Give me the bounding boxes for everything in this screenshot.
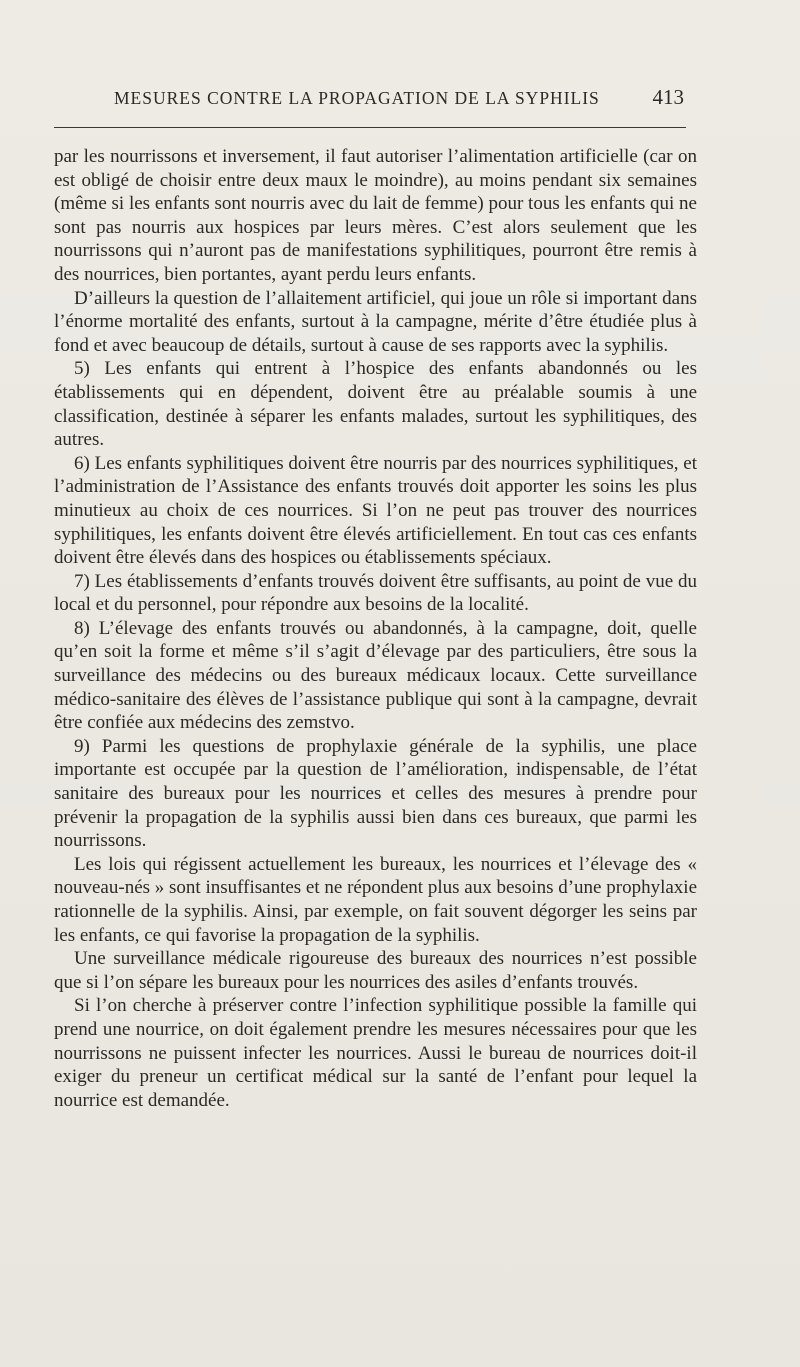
page-number: 413 (652, 85, 684, 109)
paragraph-item-7: 7) Les établissements d’enfants trouvés doivent être suffisants, au point de vue du local et du personnel, pour répondre aux besoins de la localité. (54, 570, 697, 616)
header-rule (54, 127, 686, 128)
paragraph-item-6: 6) Les enfants syphilitiques doivent être nourris par des nourrices syphilitiques, et l’administration de l’Assistance des enfants trouvés doit apporter les soins les plus minutieux au choix de ces nourrices. Si l’on ne peut pas trouver des nourrices syphilitiques, les enfants doivent être élevés artificiellement. En tout cas ces enfants doivent être élevés dans des hospices ou établissements spéciaux. (54, 452, 697, 569)
paragraph: Si l’on cherche à préserver contre l’infection syphilitique possible la famille qui prend une nourrice, on doit également prendre les mesures nécessaires pour que les nourrissons ne puissent infecter les nourrices. Aussi le bureau de nourrices doit-il exiger du preneur un certificat médical sur la santé de l’enfant pour lequel la nourrice est demandée. (54, 995, 697, 1111)
paragraph: Les lois qui régissent actuellement les bureaux, les nourrices et l’élevage des « nouveau-nés » sont insuffisantes et ne répondent plus aux besoins d’une prophylaxie rationnelle de la syphilis. Ainsi, par exemple, on fait souvent dégorger les seins par les enfants, ce qui favorise la propagation de la syphilis. (54, 853, 697, 946)
paragraph-item-5: 5) Les enfants qui entrent à l’hospice des enfants abandonnés ou les établissements qui en dépendent, doivent être au préalable soumis à une classification, destinée à séparer les enfants malades, surtout les syphilitiques, des autres. (54, 358, 697, 451)
paragraph-item-8: 8) L’élevage des enfants trouvés ou abandonnés, à la campagne, doit, quelle qu’en soit la forme et même s’il s’agit d’élevage par des particuliers, être sous la surveillance des médecins ou des bureaux médicaux locaux. Cette surveillance médico-sanitaire des élèves de l’assistance publique qui sont à la campagne, devrait être confiée aux médecins des zemstvo. (54, 617, 697, 734)
paragraph-item-9: 9) Parmi les questions de prophylaxie générale de la syphilis, une place importante est occupée par la question de l’amélioration, indispensable, de l’état sanitaire des bureaux pour les nourrices et celles des mesures à prendre pour prévenir la propagation de la syphilis aussi bien dans ces bureaux, que parmi les nourrissons. (54, 735, 697, 852)
paragraph-continuation: par les nourrissons et inversement, il faut autoriser l’alimentation artificielle (car on est obligé de choisir entre deux maux le moindre), au moins pendant six semaines (même si les enfants sont nourris avec du lait de femme) pour tous les enfants qui ne sont pas nourris aux hospices par leurs mères. C’est alors seulement que les nourrissons qui n’auront pas de manifestations syphilitiques, pourront être remis à des nourrices, bien portantes, ayant perdu leurs enfants. (54, 146, 697, 285)
body-text (54, 145, 697, 1112)
paragraph: D’ailleurs la question de l’allaitement artificiel, qui joue un rôle si important dans l’énorme mortalité des enfants, surtout à la campagne, mérite d’être étudiée plus à fond et avec beaucoup de détails, surtout à cause de ses rapports avec la syphilis. (54, 287, 697, 356)
page-header (54, 85, 686, 118)
running-title: MESURES CONTRE LA PROPAGATION DE LA SYPHILIS (114, 88, 600, 108)
paragraph: Une surveillance médicale rigoureuse des bureaux des nourrices n’est possible que si l’on sépare les bureaux pour les nourrices des asiles d’enfants trouvés. (54, 948, 697, 993)
